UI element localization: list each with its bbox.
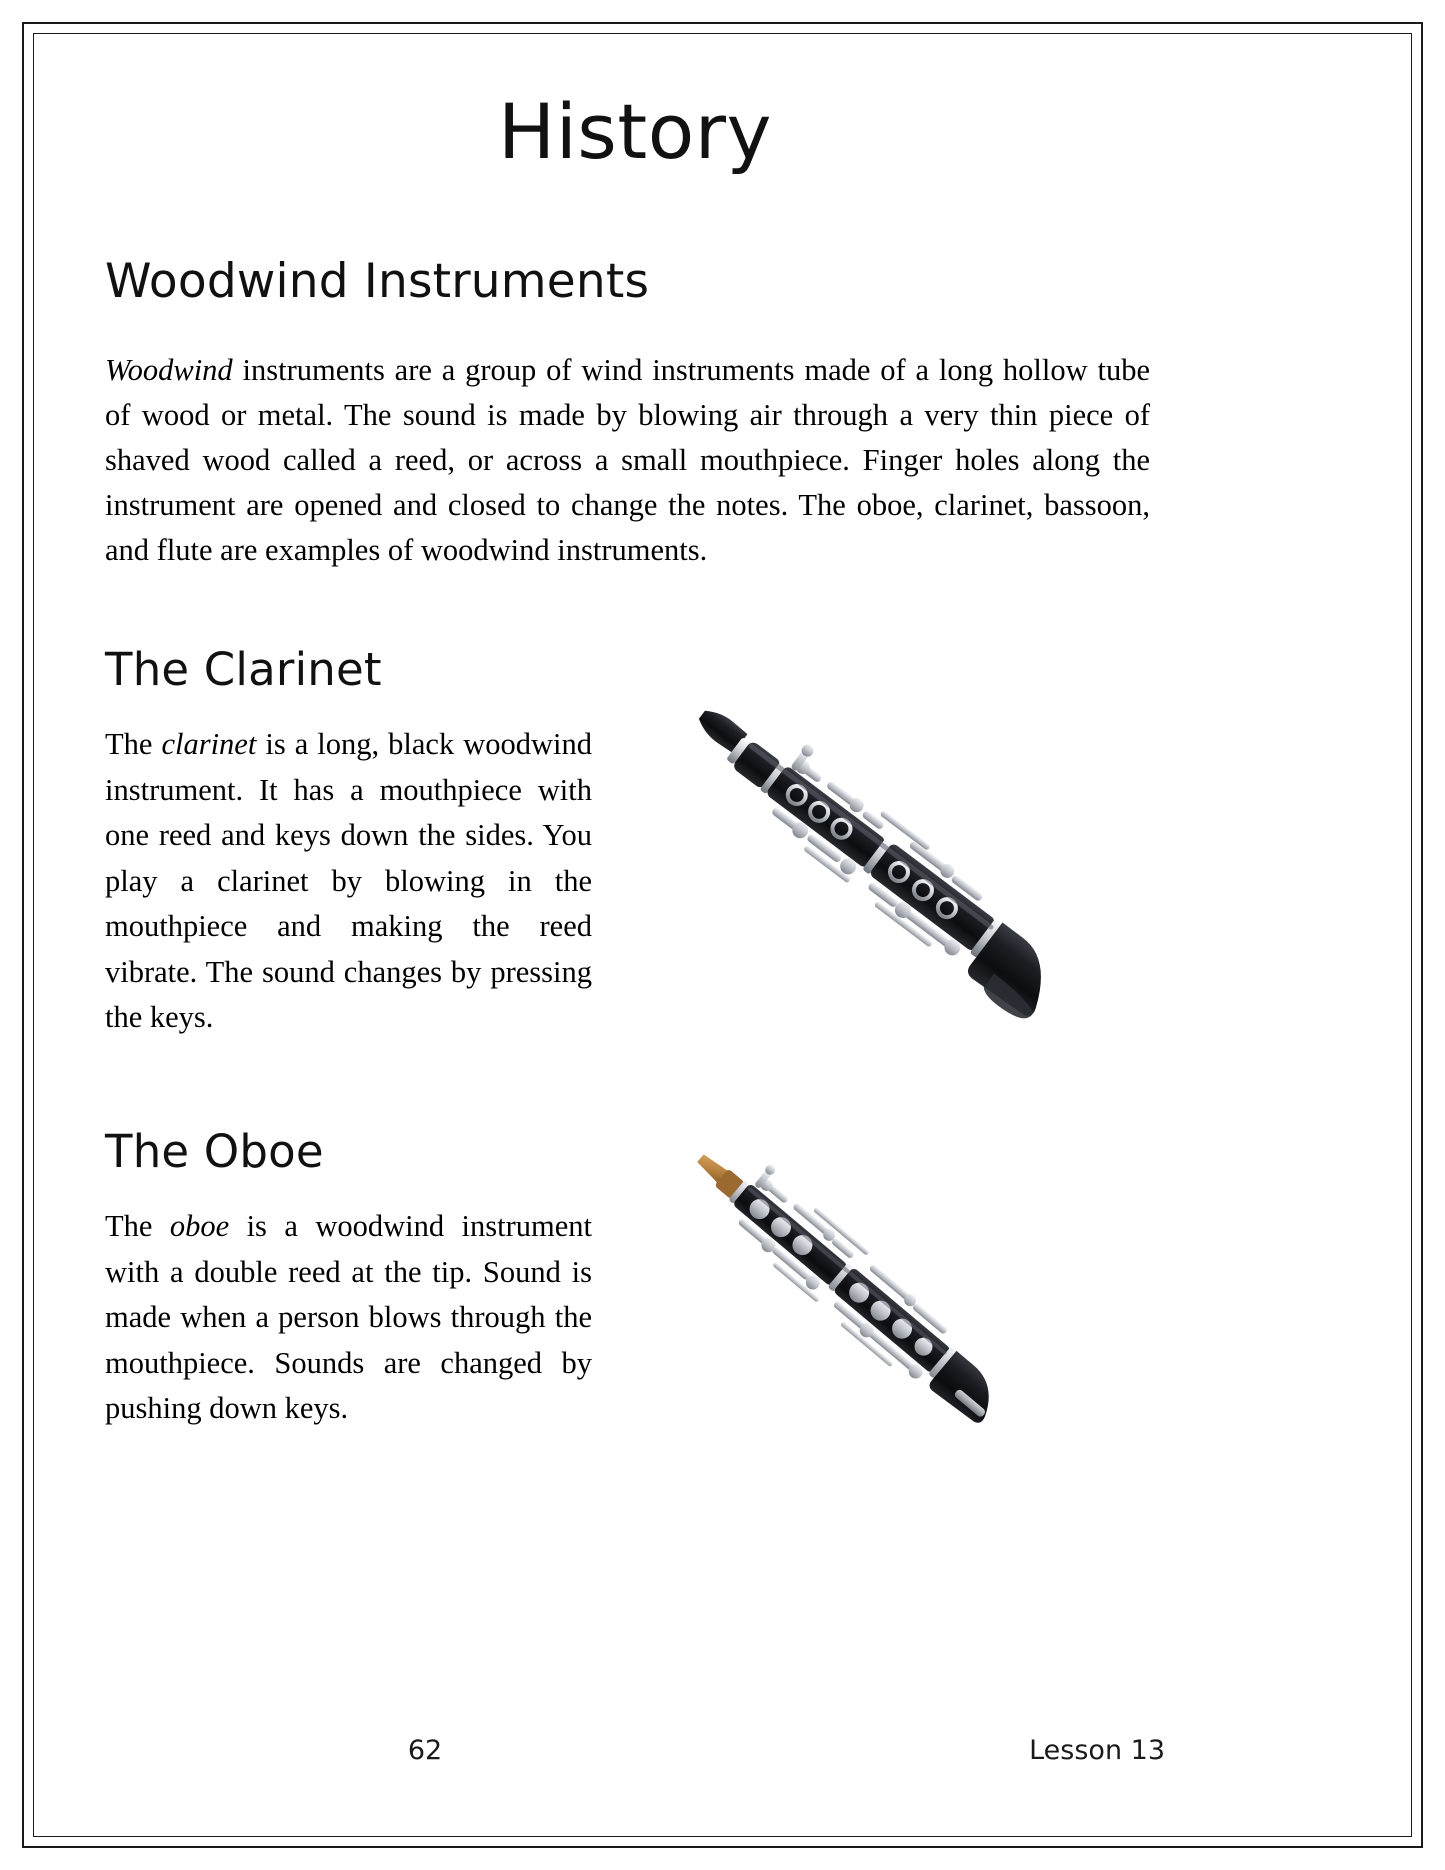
clarinet-body (105, 722, 1165, 1041)
italic-term-clarinet: clarinet (161, 727, 257, 762)
paragraph-oboe-after: is a woodwind instrument with a double reed at the tip. Sound is made when a person blows through the mouthpiece. Sounds are changed by pushing down keys. (105, 1209, 592, 1426)
page-title: History (498, 87, 772, 176)
paragraph-oboe (105, 1204, 592, 1432)
paragraph-woodwind-intro (105, 348, 1150, 573)
paragraph-clarinet-after: is a long, black woodwind instrument. It has a mouthpiece with one reed and keys down the sides. You play a clarinet by blowing in the mouthpiece and making the reed vibrate. The sound changes by pressing the keys. (105, 727, 592, 1035)
oboe-illustration (603, 1144, 1163, 1484)
paragraph-oboe-before: The (105, 1209, 170, 1244)
oboe-keys-upper (758, 1170, 954, 1339)
heading-woodwind-instruments: Woodwind Instruments (105, 254, 650, 309)
section-the-oboe (105, 1124, 1165, 1432)
oboe-body (105, 1204, 1165, 1432)
paragraph-woodwind-intro-text: instruments are a group of wind instruments made of a long hollow tube of wood or metal. The sound is made by blowing air through a very thin piece of shaved wood called a reed, or across a small mouthpiece. Finger holes along the instrument are opened and closed to change the notes. The oboe, clarinet, bassoon, and flute are examples of woodwind instruments. (105, 352, 1150, 567)
paragraph-clarinet-before: The (105, 727, 162, 762)
section-the-clarinet (105, 642, 1165, 1041)
page-content (105, 70, 1165, 1770)
clarinet-illustration (603, 670, 1163, 1050)
page-number: 62 (407, 1735, 443, 1766)
heading-the-oboe: The Oboe (105, 1124, 324, 1178)
lesson-label: Lesson 13 (1029, 1735, 1165, 1766)
heading-the-clarinet: The Clarinet (105, 642, 382, 696)
paragraph-clarinet (105, 722, 592, 1041)
oboe-keys-lower (730, 1216, 927, 1386)
clarinet-figure (603, 670, 1163, 1050)
oboe-figure (603, 1144, 1163, 1484)
clarinet-highlight (748, 743, 995, 931)
italic-term-oboe: oboe (169, 1209, 230, 1244)
section-woodwind-instruments (105, 256, 1165, 573)
italic-term-woodwind: Woodwind (105, 352, 233, 387)
